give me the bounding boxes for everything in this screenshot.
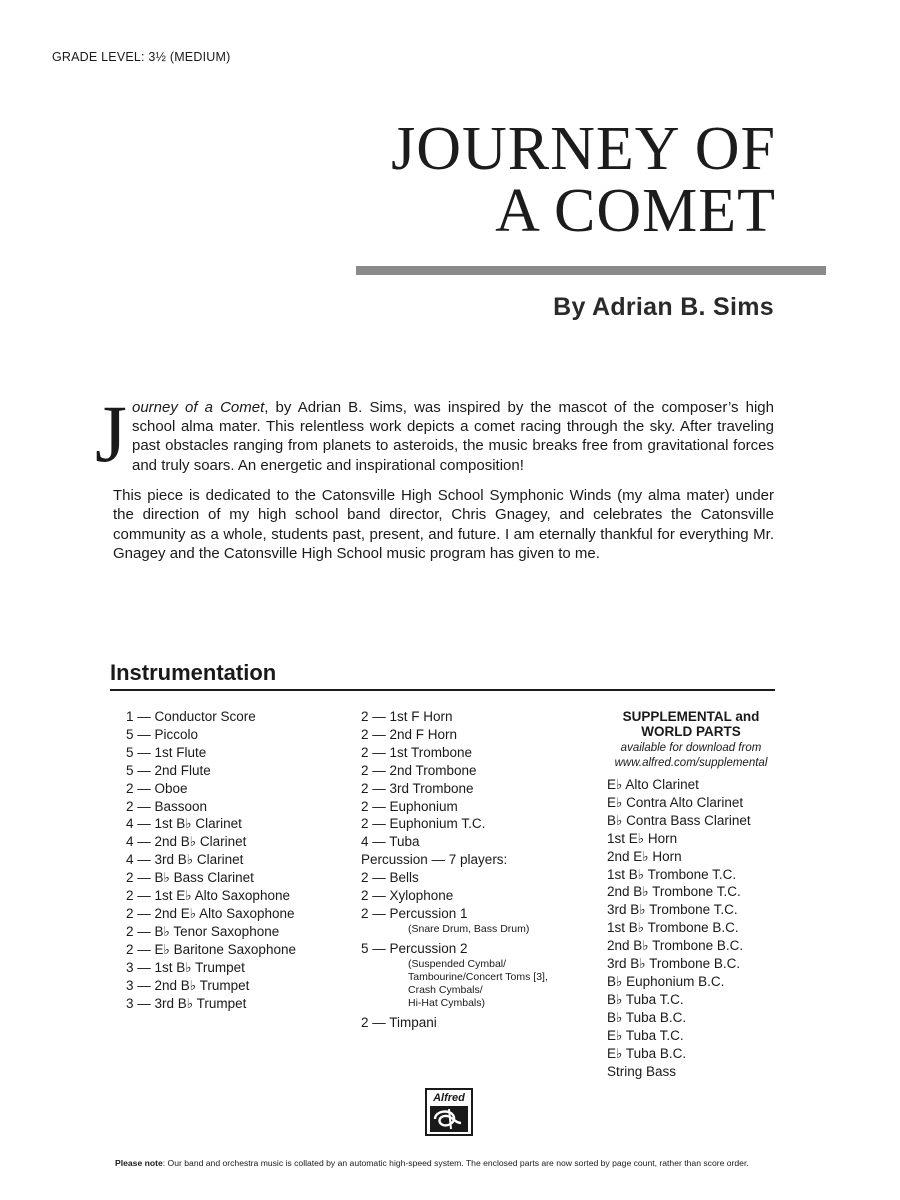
instrument-item: Percussion — 7 players: xyxy=(361,852,508,868)
instrument-item: 1 — Conductor Score xyxy=(126,709,256,724)
instrument-item: 2 — Bassoon xyxy=(126,798,208,814)
instrument-item: 2nd E♭ Horn xyxy=(607,848,682,864)
instrument-item: 2 — 2nd Trombone xyxy=(361,762,477,778)
footer-note xyxy=(115,1158,749,1168)
percussion-2-note: (Suspended Cymbal/ xyxy=(408,957,507,970)
instrument-item: 2 — Bells xyxy=(361,870,419,886)
instrument-item: 3 — 3rd B♭ Trumpet xyxy=(126,995,247,1011)
percussion-1-note: (Snare Drum, Bass Drum) xyxy=(408,922,530,935)
instrument-item: 3 — 1st B♭ Trumpet xyxy=(126,959,245,975)
instrument-item: B♭ Tuba B.C. xyxy=(607,1009,687,1025)
instrument-item: B♭ Contra Bass Clarinet xyxy=(607,812,751,828)
instrument-item: 2 — E♭ Baritone Saxophone xyxy=(126,941,296,957)
footer-text: : Our band and orchestra music is collated by an automatic high-speed system. The enclosed parts are now sorted by page count, rather than score order. xyxy=(162,1158,749,1168)
instrument-item: B♭ Euphonium B.C. xyxy=(607,973,725,989)
percussion-2-note: Hi-Hat Cymbals) xyxy=(408,996,486,1009)
supplemental-parts-column xyxy=(607,776,751,1080)
supplemental-heading-line: WORLD PARTS xyxy=(641,724,741,739)
instrument-item: 4 — 2nd B♭ Clarinet xyxy=(126,834,247,850)
instrument-item: 5 — 2nd Flute xyxy=(126,762,211,778)
instrument-item: 2 — 2nd E♭ Alto Saxophone xyxy=(126,905,295,921)
footer-label: Please note xyxy=(115,1158,163,1168)
instrument-item: E♭ Tuba B.C. xyxy=(607,1045,687,1061)
title-divider xyxy=(356,266,826,275)
intro-paragraph xyxy=(95,388,774,479)
instrument-item: 4 — 3rd B♭ Clarinet xyxy=(126,852,244,868)
instrument-column-2 xyxy=(361,708,548,1032)
instrument-item: E♭ Contra Alto Clarinet xyxy=(607,794,744,810)
intro-title-italic: ourney of a Comet xyxy=(132,399,265,416)
instrument-item: 5 — 1st Flute xyxy=(126,744,207,760)
instrument-item: 4 — 1st B♭ Clarinet xyxy=(126,816,242,832)
instrument-item: 2 — 2nd F Horn xyxy=(361,726,458,742)
dedication-paragraph: This piece is dedicated to the Catonsville High School Symphonic Winds (my alma mater) under the direction of my high school band director, Chris Gnagey, and celebrates the Catonsville community as a whole, students past, present, and future. I am eternally thankful for everything Mr. Gnagey and the Catonsville High School music program has given to me. xyxy=(113,487,774,563)
instrument-item: 3rd B♭ Trombone T.C. xyxy=(607,902,738,918)
instrument-item: 1st E♭ Horn xyxy=(607,830,678,846)
supplemental-sub-line: available for download from xyxy=(620,742,762,754)
instrument-item: 5 — Piccolo xyxy=(126,726,199,742)
instrument-item: 5 — Percussion 2 xyxy=(361,940,468,956)
instrument-item: 2 — 3rd Trombone xyxy=(361,780,474,796)
instrument-item: 2 — 1st Trombone xyxy=(361,744,473,760)
instrument-item: 2 — B♭ Tenor Saxophone xyxy=(126,923,280,939)
instrument-item: E♭ Alto Clarinet xyxy=(607,777,699,792)
instrument-item: 2 — Xylophone xyxy=(361,888,454,904)
instrument-item: 3rd B♭ Trombone B.C. xyxy=(607,956,741,972)
instrument-item: String Bass xyxy=(607,1063,677,1079)
percussion-2-note: Crash Cymbals/ xyxy=(408,983,483,996)
supplemental-url: www.alfred.com/supplemental xyxy=(614,757,768,769)
grade-level: GRADE LEVEL: 3½ (MEDIUM) xyxy=(52,50,231,64)
page-title xyxy=(391,115,776,245)
composer-byline: By Adrian B. Sims xyxy=(553,293,774,321)
logo-text: Alfred xyxy=(433,1092,465,1104)
instrument-item: 2 — Percussion 1 xyxy=(361,905,468,921)
alfred-logo xyxy=(425,1088,473,1136)
treble-clef-icon xyxy=(429,1105,469,1133)
instrument-item: 3 — 2nd B♭ Trumpet xyxy=(126,977,250,993)
intro-body: , by Adrian B. Sims, was inspired by the mascot of the composer’s high school alma mater. This relentless work depicts a comet racing through the sky. After traveling past obstacles ranging from planets to asteroids, the music breaks free from gravitational forces and truly soars. An energetic and inspirational composition! xyxy=(132,399,774,474)
percussion-2-note: Tambourine/Concert Toms [3], xyxy=(408,970,548,983)
instrument-item: 4 — Tuba xyxy=(361,834,420,850)
instrument-item: 2nd B♭ Trombone B.C. xyxy=(607,938,744,954)
instrument-item: 2 — Euphonium xyxy=(361,798,458,814)
intro-text xyxy=(132,398,774,475)
instrument-item: 2 — 1st E♭ Alto Saxophone xyxy=(126,888,290,904)
instrument-item: E♭ Tuba T.C. xyxy=(607,1027,684,1043)
drop-cap: J xyxy=(95,388,127,479)
instrument-item: 2 — Euphonium T.C. xyxy=(361,816,486,832)
supplemental-heading xyxy=(600,709,782,739)
instrumentation-divider xyxy=(110,689,775,691)
instrument-item: B♭ Tuba T.C. xyxy=(607,991,684,1007)
supplemental-heading-line: SUPPLEMENTAL and xyxy=(622,709,760,724)
instrument-item: 2 — B♭ Bass Clarinet xyxy=(126,870,254,886)
instrument-item: 2 — 1st F Horn xyxy=(361,709,453,724)
instrument-item: 1st B♭ Trombone T.C. xyxy=(607,866,737,882)
instrumentation-heading: Instrumentation xyxy=(110,660,277,685)
instrument-column-1 xyxy=(126,708,296,1012)
instrument-item: 2 — Timpani xyxy=(361,1014,437,1030)
title-line-1: JOURNEY OF xyxy=(391,115,776,183)
instrument-item: 1st B♭ Trombone B.C. xyxy=(607,920,739,936)
instrument-item: 2 — Oboe xyxy=(126,780,188,796)
instrument-item: 2nd B♭ Trombone T.C. xyxy=(607,884,741,900)
supplemental-subheading xyxy=(600,741,782,771)
title-line-2: A COMET xyxy=(495,177,776,245)
